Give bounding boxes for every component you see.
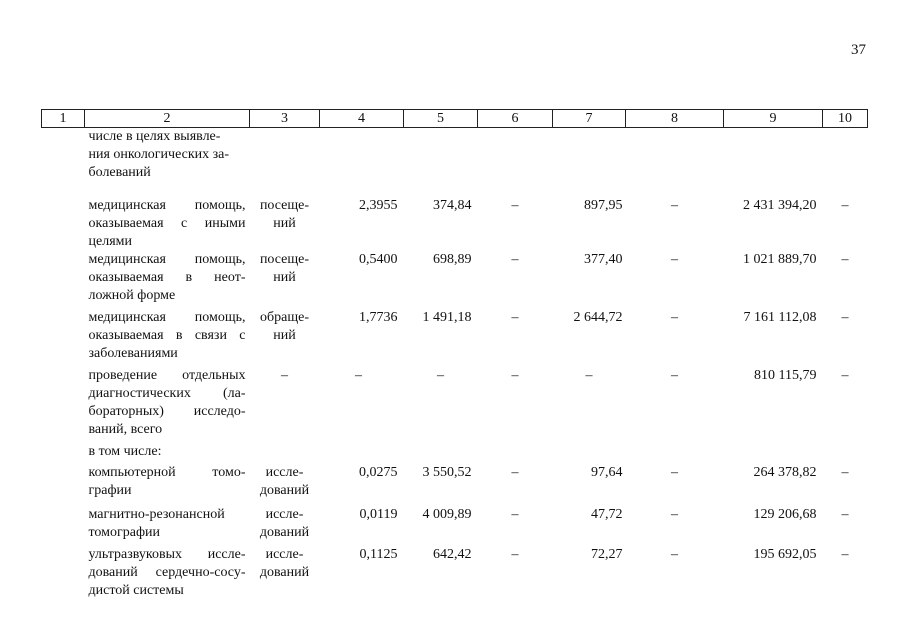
table-row [42, 128, 868, 187]
column-number: 7 [553, 110, 626, 128]
cell-value: – [841, 367, 849, 383]
cell-value: – [841, 546, 849, 562]
cell-value: 0,0275 [359, 464, 398, 480]
cell-value: 3 550,52 [422, 464, 472, 480]
table-row [42, 506, 868, 546]
cell-value: – [841, 464, 849, 480]
row-unit: посеще- ний [259, 197, 310, 231]
cell-value: 4 009,89 [422, 506, 472, 522]
row-name: магнитно-резонансной томографии [88, 506, 225, 540]
cell-value: 7 161 112,08 [743, 309, 817, 325]
cell-value: – [841, 197, 849, 213]
cell-value: 2 644,72 [573, 309, 623, 325]
row-unit: обраще- ний [260, 309, 309, 343]
cell-value: 897,95 [584, 197, 623, 213]
column-number: 10 [823, 110, 868, 128]
row-unit: иссле- дований [259, 506, 310, 540]
row-name: числе в целях выявле- ния онкологических за- болеваний [88, 129, 230, 180]
table-row [42, 367, 868, 443]
column-number: 6 [478, 110, 553, 128]
page-number: 37 [851, 42, 866, 58]
cell-value: – [671, 251, 678, 267]
cell-value: 642,42 [433, 546, 472, 562]
cell-value: – [511, 506, 519, 522]
cell-value: – [511, 251, 519, 267]
row-name: медицинская помощь, оказываемая с иными целями [88, 197, 246, 249]
cell-value: 129 206,68 [753, 506, 817, 522]
row-unit: иссле- дований [259, 464, 310, 498]
cell-value: – [511, 309, 519, 325]
row-name: компьютерной томо-графии [88, 464, 246, 498]
column-number: 3 [250, 110, 320, 128]
cell-value: 2 431 394,20 [743, 197, 817, 213]
cell-value: 195 692,05 [753, 546, 817, 562]
cell-value: 2,3955 [359, 197, 398, 213]
row-unit: – [281, 367, 288, 383]
table-row [42, 187, 868, 251]
cell-value: – [511, 546, 519, 562]
cell-value: – [671, 464, 678, 480]
cell-value: 1 491,18 [422, 309, 472, 325]
cell-value: – [671, 309, 678, 325]
cell-value: 97,64 [591, 464, 623, 480]
cell-value: 47,72 [591, 506, 623, 522]
row-name: медицинская помощь, оказываемая в неот-ложной форме [88, 251, 246, 303]
table-row [42, 464, 868, 506]
column-number: 2 [85, 110, 250, 128]
column-number: 4 [320, 110, 404, 128]
cell-value: 0,5400 [359, 251, 398, 267]
cell-value: – [437, 367, 444, 383]
row-name: медицинская помощь, оказываемая в связи с заболеваниями [88, 309, 246, 361]
cell-value: – [355, 367, 362, 383]
cell-value: – [841, 506, 849, 522]
table-row [42, 251, 868, 309]
column-number: 1 [42, 110, 85, 128]
cell-value: – [585, 367, 593, 383]
table-row [42, 309, 868, 367]
table-row [42, 443, 868, 464]
cell-value: 0,1125 [359, 546, 398, 562]
cell-value: – [511, 197, 519, 213]
cell-value: – [671, 546, 678, 562]
cell-value: – [671, 367, 678, 383]
tariff-table [41, 109, 868, 604]
cell-value: 698,89 [433, 251, 472, 267]
cell-value: – [511, 367, 519, 383]
cell-value: 0,0119 [359, 506, 398, 522]
cell-value: 1 021 889,70 [743, 251, 817, 267]
cell-value: – [671, 197, 678, 213]
table-row [42, 546, 868, 604]
row-unit: посеще- ний [259, 251, 310, 285]
row-unit: иссле- дований [259, 546, 310, 580]
cell-value: 72,27 [591, 546, 623, 562]
row-name: ультразвуковых иссле-дований сердечно-сосу-дистой системы [88, 546, 246, 598]
cell-value: – [841, 309, 849, 325]
column-number: 5 [404, 110, 478, 128]
cell-value: – [841, 251, 849, 267]
cell-value: 374,84 [433, 197, 472, 213]
row-name: проведение отдельных диагностических (ла-бораторных) исследо-ваний, всего [88, 367, 246, 437]
column-number: 9 [724, 110, 823, 128]
cell-value: 264 378,82 [753, 464, 817, 480]
cell-value: 377,40 [584, 251, 623, 267]
column-numbers-row [42, 110, 868, 128]
row-name: в том числе: [88, 443, 162, 459]
cell-value: – [511, 464, 519, 480]
cell-value: 810 115,79 [754, 367, 817, 383]
cell-value: – [671, 506, 678, 522]
column-number: 8 [626, 110, 724, 128]
cell-value: 1,7736 [359, 309, 398, 325]
